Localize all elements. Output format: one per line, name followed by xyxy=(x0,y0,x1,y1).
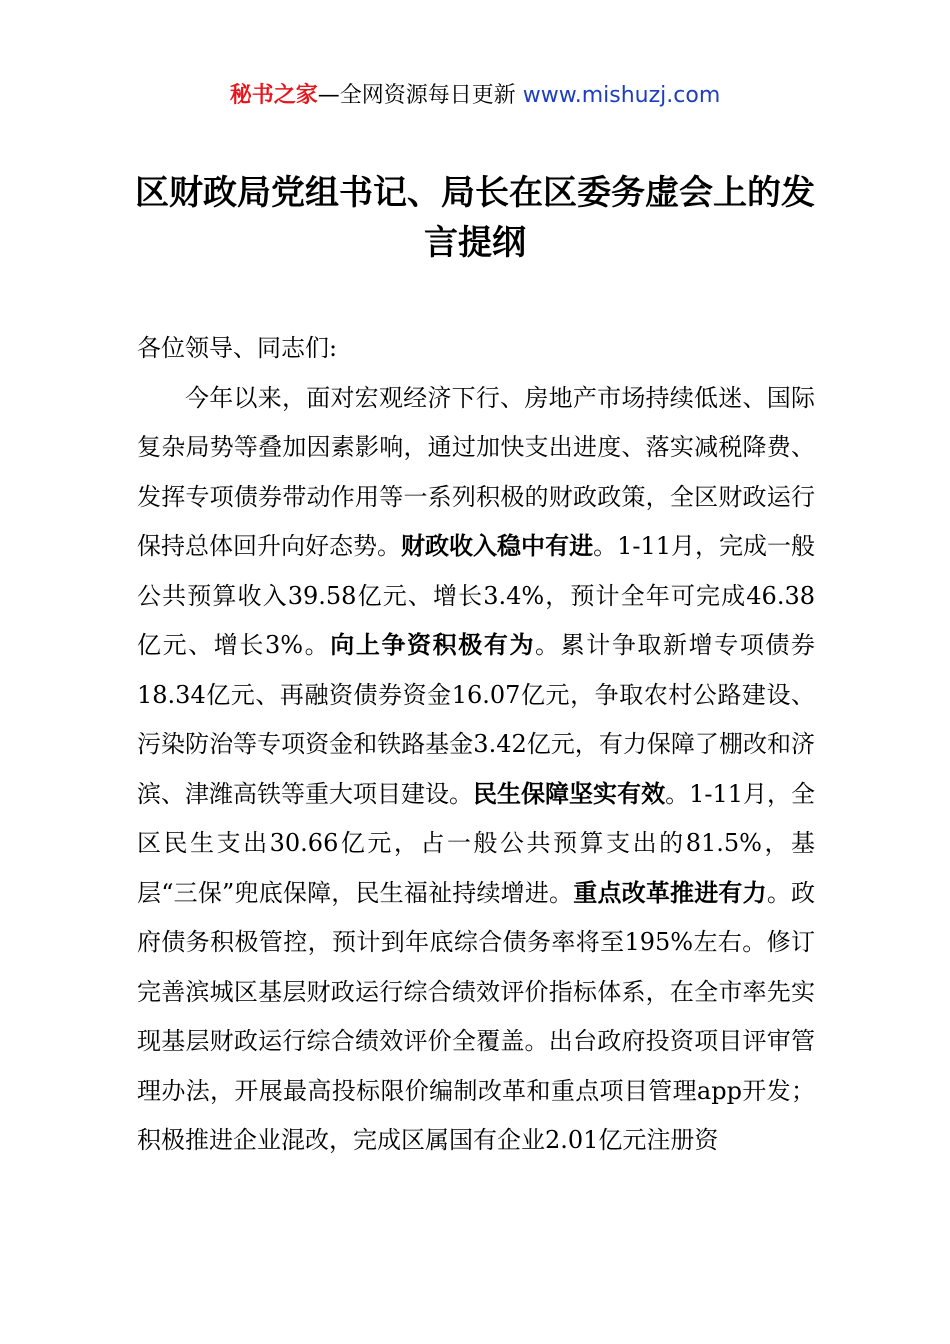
paragraph-text: 。1-11月，完成一般公共预算收入39.58亿元、增长3.4%，预计全年可完成46.38亿元、增长3%。 xyxy=(137,532,816,659)
body-paragraph xyxy=(137,374,815,1166)
salutation: 各位领导、同志们: xyxy=(137,334,338,362)
document-title: 区财政局党组书记、局长在区委务虚会上的发言提纲 xyxy=(135,173,815,263)
site-url-link[interactable]: www.mishuzj.com xyxy=(522,83,721,108)
paragraph-text: 。1-11月，全区民生支出30.66亿元，占一般公共预算支出的81.5%，基层“三保”兜底保障，民生福祉持续增进。 xyxy=(137,779,816,907)
document-body xyxy=(137,324,815,1166)
site-brand: 秘书之家 xyxy=(229,83,318,108)
keyword-funding: 向上争资积极有为 xyxy=(330,631,536,659)
keyword-revenue: 财政收入稳中有进 xyxy=(401,532,594,560)
paragraph-text: 今年以来，面对宏观经济下行、房地产市场持续低迷、国际复杂局势等叠加因素影响，通过加快支出进度、落实减税降费、发挥专项债券带动作用等一系列积极的财政政策，全区财政运行保持总体回升向好态势。 xyxy=(137,383,815,560)
site-tagline: —全网资源每日更新 xyxy=(317,83,523,108)
paragraph-text: 。政府债务积极管控，预计到年底综合债务率将至195%左右。修订完善滨城区基层财政运行综合绩效评价指标体系，在全市率先实现基层财政运行综合绩效评价全覆盖。出台政府投资项目评审管理办法，开展最高投标限价编制改革和重点项目管理app开发；积极推进企业混改，完成区属国有企业2.01亿元注册资 xyxy=(137,878,816,1154)
paragraph-text: 。累计争取新增专项债券18.34亿元、再融资债券资金16.07亿元，争取农村公路建设、污染防治等专项资金和铁路基金3.42亿元，有力保障了棚改和济滨、津潍高铁等重大项目建设。 xyxy=(137,631,816,808)
keyword-reform: 重点改革推进有力 xyxy=(573,878,767,907)
keyword-livelihood: 民生保障坚实有效 xyxy=(473,779,666,808)
site-header xyxy=(0,80,950,112)
